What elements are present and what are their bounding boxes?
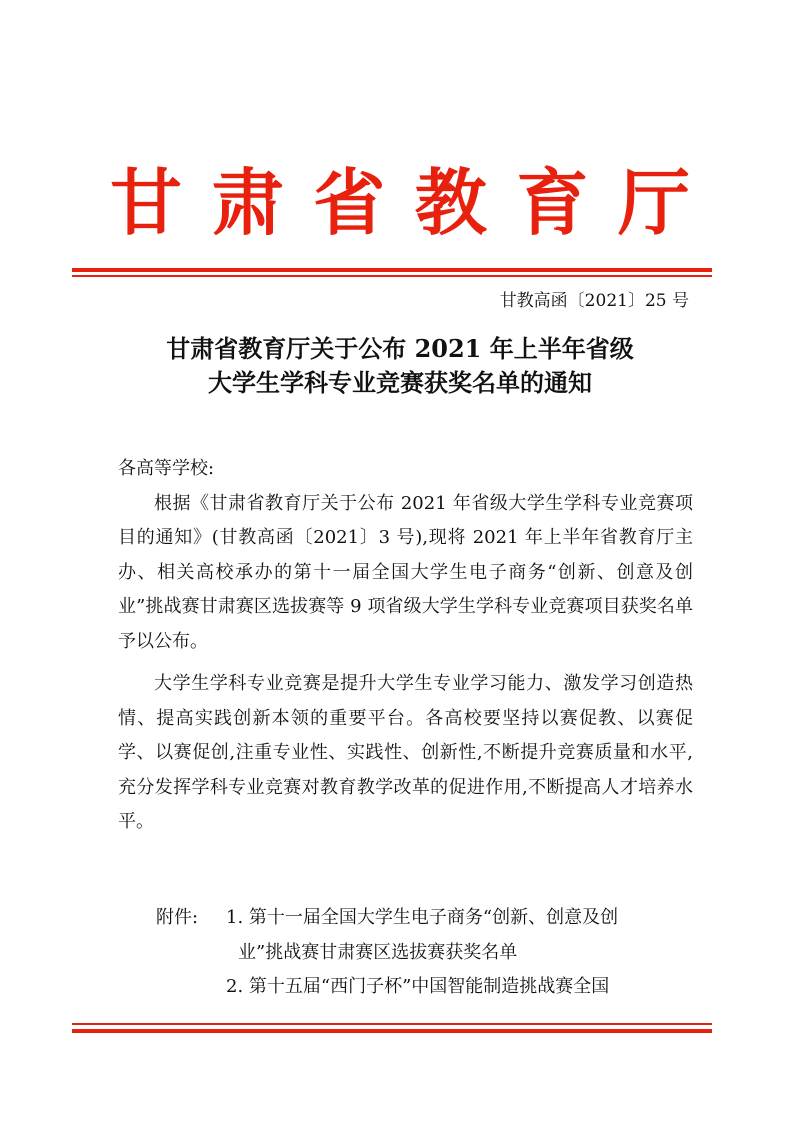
attachment-item: [118, 901, 693, 936]
letterhead-char: 省: [313, 160, 386, 245]
attachment-1-line-1: 1. 第十一届全国大学生电子商务“创新、创意及创: [226, 907, 619, 928]
letterhead-char: 甘: [110, 160, 183, 245]
letterhead-char: 教: [414, 160, 487, 245]
attachment-2-line-1: 2. 第十五届“西门子杯”中国智能制造挑战赛全国: [226, 976, 610, 997]
document-title: [100, 332, 700, 400]
letterhead-rule-thin: [72, 275, 712, 277]
attachment-item-continued: [118, 936, 693, 971]
attachments-list: [118, 901, 693, 1005]
document-number: 甘教高函〔2021〕25 号: [499, 291, 689, 311]
letterhead-char: 育: [516, 160, 589, 245]
document-body: [118, 452, 693, 840]
letterhead-char: 肃: [211, 160, 284, 245]
salutation: 各高等学校:: [118, 458, 215, 479]
attachment-1-line-2: 业”挑战赛甘肃赛区选拔赛获奖名单: [238, 941, 518, 963]
letterhead-title: [110, 155, 690, 250]
footer-rule-thick: [72, 1029, 712, 1033]
attachment-item: [118, 970, 693, 1005]
body-paragraph-2: 大学生学科专业竞赛是提升大学生专业学习能力、激发学习创造热情、提高实践创新本领的重要平台。各高校要坚持以赛促教、以赛促学、以赛促创,注重专业性、实践性、创新性,不断提升竞赛质量和水平,充分发挥学科专业竞赛对教育教学改革的促进作用,不断提高人才培养水平。: [118, 673, 693, 832]
footer-rule-thin: [72, 1023, 712, 1025]
attachments-label: 附件:: [156, 907, 199, 928]
title-line-2: 大学生学科专业竞赛获奖名单的通知: [208, 368, 592, 397]
letterhead-rule-thick: [72, 268, 712, 272]
letterhead-char: 厅: [617, 160, 690, 245]
body-paragraph-1: 根据《甘肃省教育厅关于公布 2021 年省级大学生学科专业竞赛项目的通知》(甘教高函〔2021〕3 号),现将 2021 年上半年省教育厅主办、相关高校承办的第十一届全国大学生电子商务“创新、创意及创业”挑战赛甘肃赛区选拔赛等 9 项省级大学生学科专业竞赛项目获奖名单予以公布。: [118, 492, 693, 652]
title-line-1: 甘肃省教育厅关于公布 2021 年上半年省级: [166, 334, 634, 363]
